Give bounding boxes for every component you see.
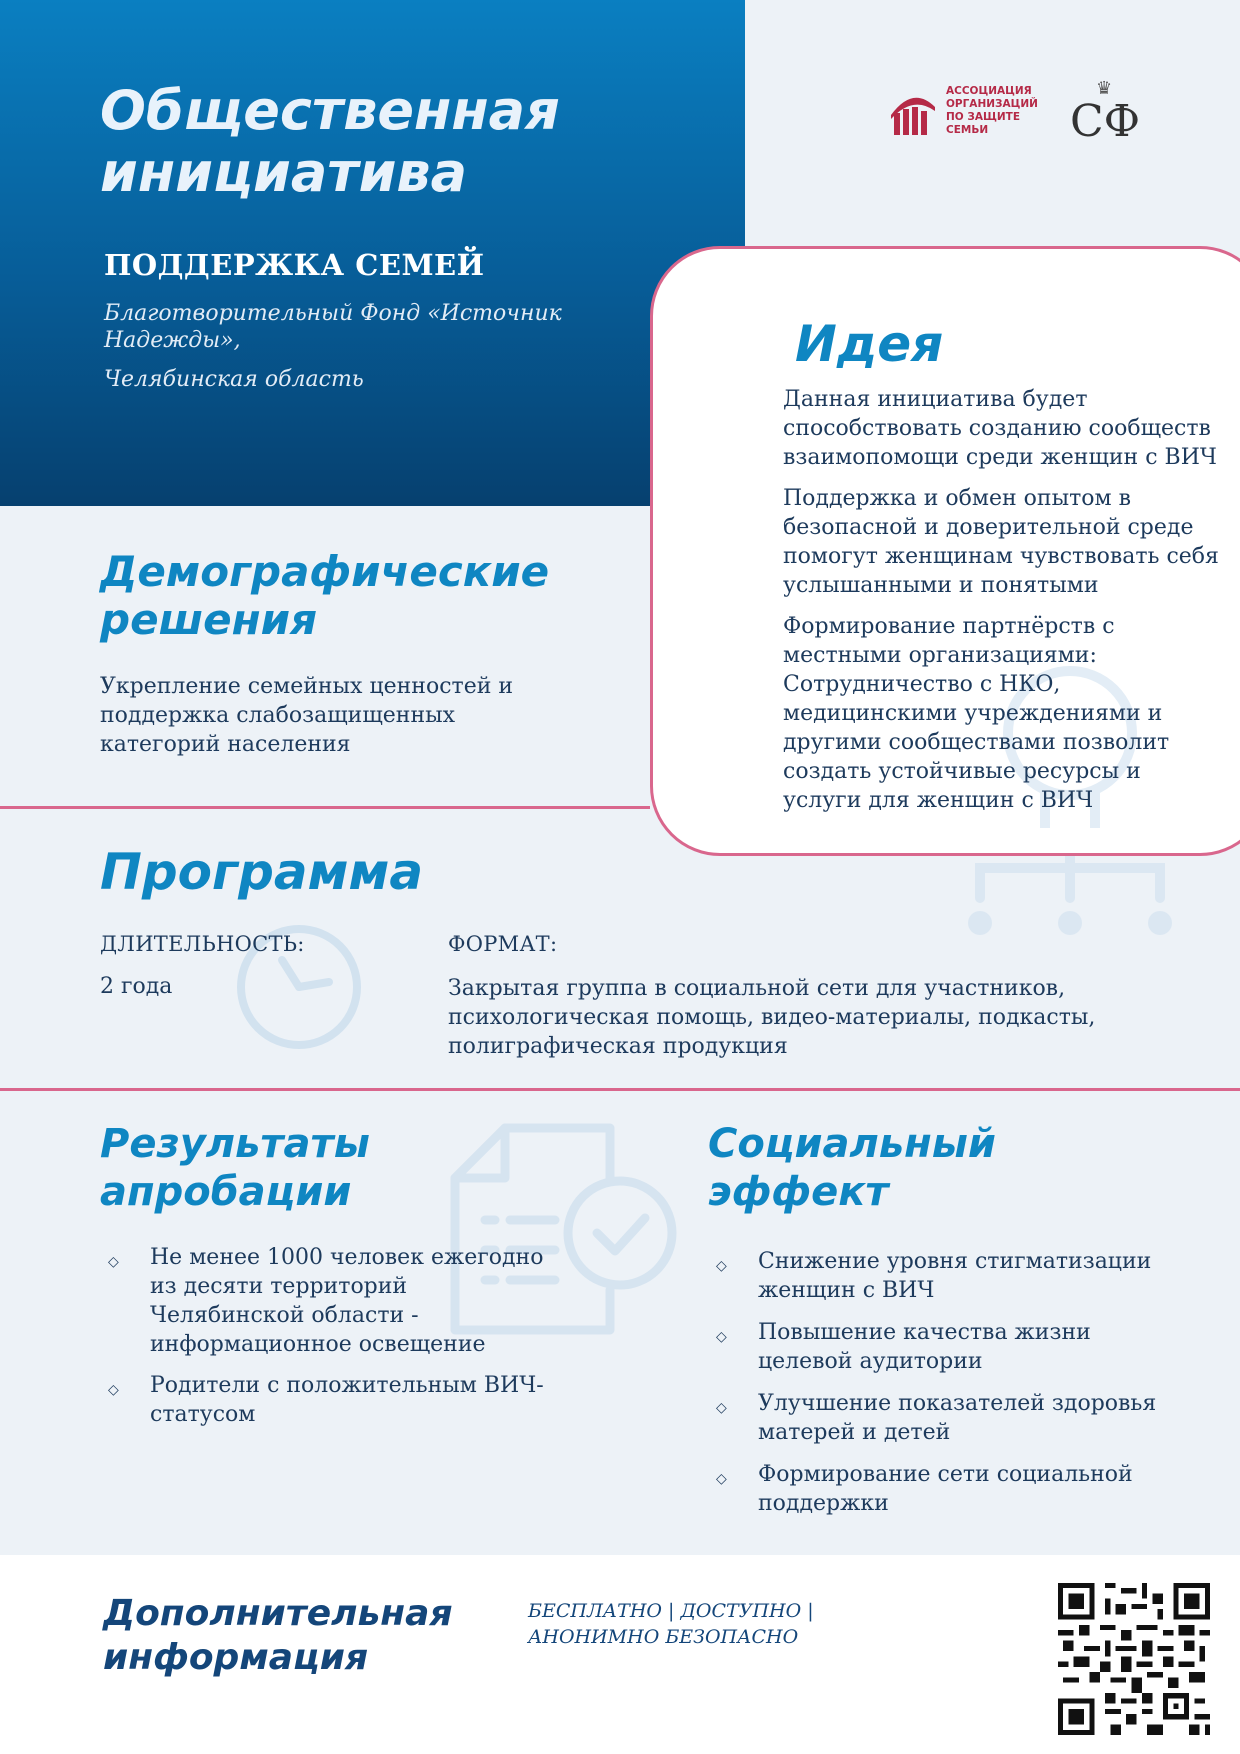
bullet-icon: ◇	[108, 1254, 119, 1270]
additional-info-title: Дополнительная информация	[103, 1593, 453, 1678]
association-logo	[888, 85, 1046, 137]
list-item-text: Родители с положительным ВИЧ-статусом	[150, 1373, 544, 1427]
bullet-icon: ◇	[716, 1471, 727, 1487]
section-divider	[0, 806, 650, 809]
idea-paragraph: Данная инициатива будет способствовать созданию сообществ взаимопомощи среди женщин с ВИЧ	[783, 387, 1217, 470]
idea-paragraph: Поддержка и обмен опытом в безопасной и доверительной среде помогут женщинам чувствовать себя услышанными и понятыми	[783, 486, 1219, 598]
list-item	[100, 1243, 560, 1359]
sf-logo-letters: СФ	[1070, 96, 1141, 147]
demography-text: Укрепление семейных ценностей и поддержка слабозащищенных категорий населения	[100, 674, 514, 757]
umbrella-logo-icon	[888, 85, 938, 137]
list-item	[708, 1460, 1178, 1518]
format-value: Закрытая группа в социальной сети для участников, психологическая помощь, видео-материалы, подкасты, полиграфическая продукция	[448, 976, 1096, 1059]
footer-tags-line: БЕСПЛАТНО | ДОСТУПНО |	[528, 1600, 814, 1622]
duration-label: ДЛИТЕЛЬНОСТЬ:	[100, 932, 305, 956]
hero-subtitle: ПОДДЕРЖКА СЕМЕЙ	[104, 248, 485, 282]
page-title: Общественная инициатива	[100, 79, 560, 204]
bullet-icon: ◇	[716, 1400, 727, 1416]
program-title: Программа	[100, 843, 424, 901]
list-item	[708, 1389, 1178, 1447]
footer-tags	[528, 1598, 814, 1650]
bullet-icon: ◇	[716, 1329, 727, 1345]
idea-paragraph: Формирование партнёрств с местными организациями: Сотрудничество с НКО, медицинскими учреждениями и другими сообществами позволит создать устойчивые ресурсы и услуги для женщин с ВИЧ	[783, 614, 1170, 813]
sf-logo	[1068, 78, 1148, 148]
list-item-text: Не менее 1000 человек ежегодно из десяти территорий Челябинской области - информационное освещение	[150, 1245, 544, 1357]
demography-title: Демографические решения	[100, 547, 550, 644]
social-title: Социальный эффект	[708, 1121, 996, 1215]
list-item-text: Снижение уровня стигматизации женщин с ВИЧ	[758, 1249, 1152, 1303]
association-logo-text: АССОЦИАЦИЯ ОРГАНИЗАЦИЙ ПО ЗАЩИТЕ СЕМЬИ	[946, 85, 1038, 136]
list-item-text: Формирование сети социальной поддержки	[758, 1462, 1133, 1516]
results-title: Результаты апробации	[100, 1121, 370, 1215]
footer-tags-line: АНОНИМНО БЕЗОПАСНО	[528, 1626, 799, 1648]
idea-title: Идея	[795, 315, 944, 373]
results-list	[100, 1243, 560, 1441]
format-label: ФОРМАТ:	[448, 932, 558, 956]
qr-code-icon[interactable]	[1058, 1583, 1210, 1735]
social-list	[708, 1247, 1178, 1531]
bullet-icon: ◇	[108, 1382, 119, 1398]
list-item	[100, 1371, 560, 1429]
eagle-emblem-icon: ♛	[1096, 78, 1113, 99]
hero-banner	[0, 0, 745, 506]
duration-value: 2 года	[100, 974, 173, 999]
bullet-icon: ◇	[716, 1258, 727, 1274]
list-item-text: Улучшение показателей здоровья матерей и детей	[758, 1391, 1157, 1445]
list-item	[708, 1247, 1178, 1305]
organization-name: Благотворительный Фонд «Источник Надежды»,	[104, 301, 562, 353]
region-name: Челябинская область	[104, 367, 364, 392]
idea-body	[783, 385, 1223, 827]
list-item-text: Повышение качества жизни целевой аудитории	[758, 1320, 1091, 1374]
section-divider	[0, 1088, 1240, 1091]
list-item	[708, 1318, 1178, 1376]
